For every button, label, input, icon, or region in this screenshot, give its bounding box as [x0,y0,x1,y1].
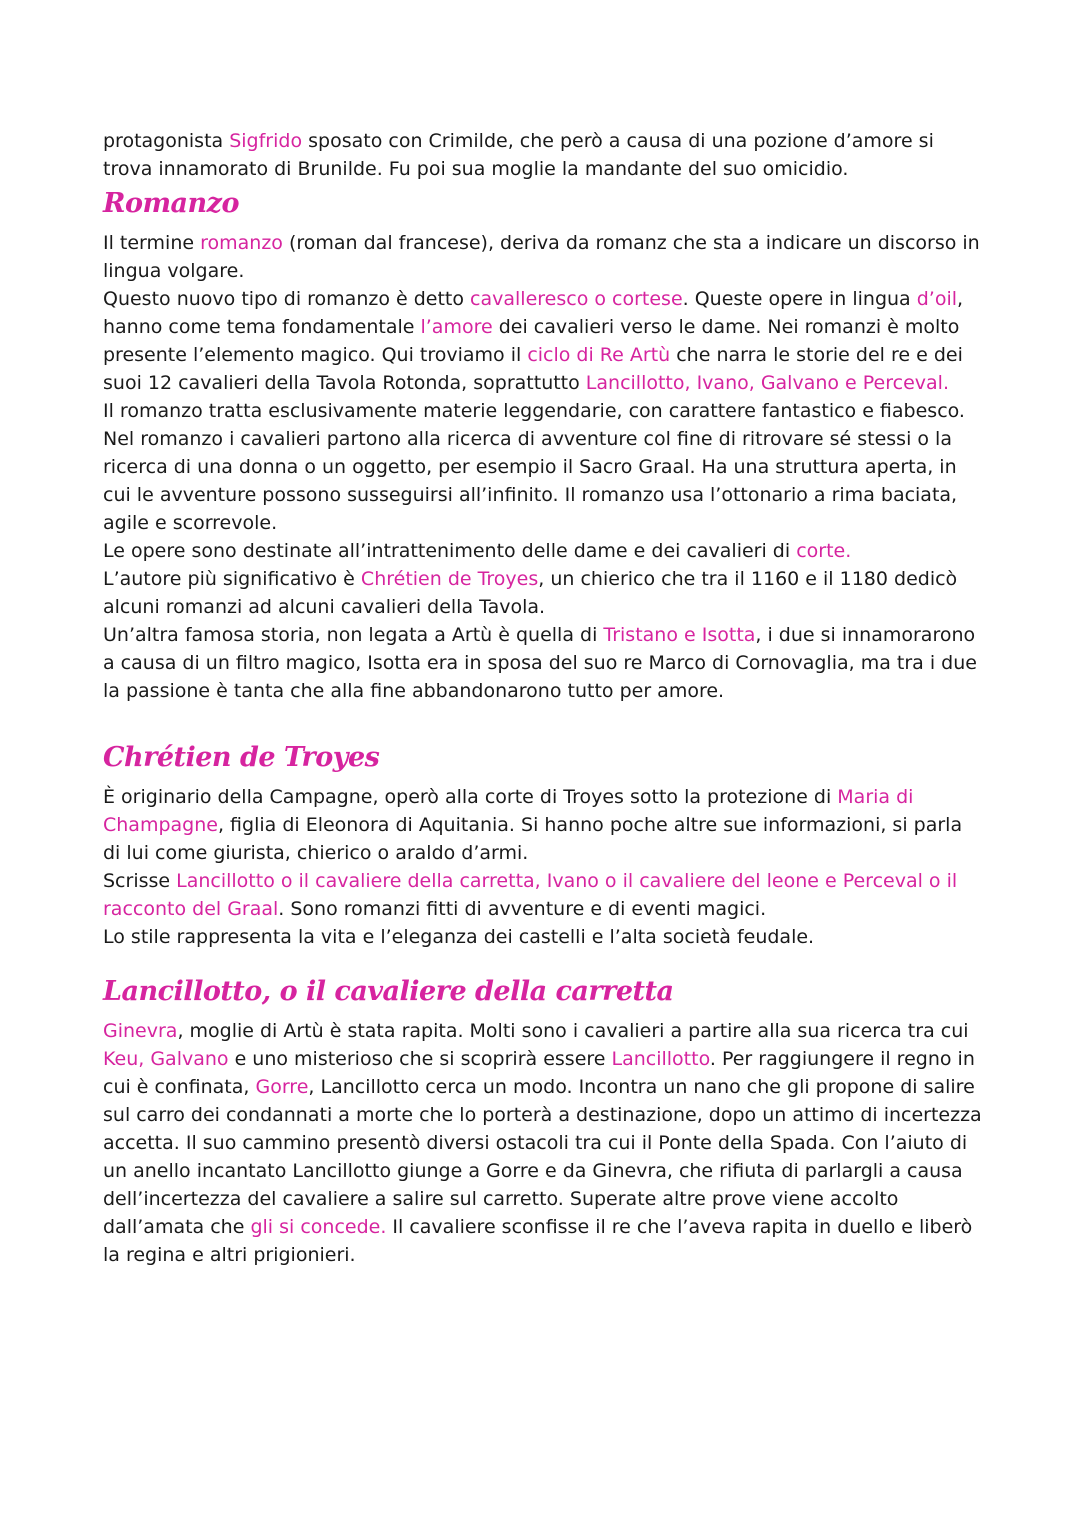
romanzo-paragraph-4: Le opere sono destinate all’intrattenimento delle dame e dei cavalieri di corte. [103,540,852,562]
romanzo-paragraph-3: Il romanzo tratta esclusivamente materie leggendarie, con carattere fantastico e fiabesco. Nel romanzo i cavalieri partono alla ricerca di avventure col fine di ritrovare sé stessi o la ricerca di una donna o un oggetto, per esempio il Sacro Graal. Ha una struttura aperta, in cui le avventure possono susseguirsi all’infinito. Il romanzo usa l’ottonario a rima baciata, agile e scorrevole. [103,400,965,534]
romanzo-paragraph-2: Questo nuovo tipo di romanzo è detto cavalleresco o cortese. Queste opere in lingua d’oil, hanno come tema fondamentale l’amore dei cavalieri verso le dame. Nei romanzi è molto presente l’elemento magico. Qui troviamo il ciclo di Re Artù che narra le storie del re e dei suoi 12 cavalieri della Tavola Rotonda, soprattutto Lancillotto, Ivano, Galvano e Perceval. [103,288,964,394]
text-span: protagonista [103,130,230,152]
highlight-cavalieri: Lancillotto, Ivano, Galvano e Perceval. [585,372,949,394]
highlight-opere: Lancillotto o il cavaliere della carretta, Ivano o il cavaliere del leone e Perceval o il racconto del Graal [103,870,958,920]
romanzo-paragraph-5: L’autore più significativo è Chrétien de Troyes, un chierico che tra il 1160 e il 1180 dedicò alcuni romanzi ad alcuni cavalieri della Tavola. [103,568,958,618]
highlight-tristano-isotta: Tristano e Isotta [603,624,756,646]
highlight-chretien: Chrétien de Troyes [360,568,539,590]
highlight-concede: gli si concede. [250,1216,387,1238]
highlight-keu-galvano: Keu, Galvano [103,1048,229,1070]
highlight-ginevra: Ginevra [103,1020,178,1042]
highlight-maria-champagne: Maria di Champagne [103,786,914,836]
highlight-corte: corte. [796,540,852,562]
text-span: sposato con Crimilde, che però a causa di una pozione d’amore si trova innamorato di Brunilde. Fu poi sua moglie la mandante del suo omicidio. [103,130,934,180]
romanzo-paragraph-1: Il termine romanzo (roman dal francese), deriva da romanz che sta a indicare un discorso in lingua volgare. [103,232,980,282]
highlight-cavalleresco: cavalleresco o cortese [470,288,683,310]
highlight-sigfrido: Sigfrido [229,130,303,152]
romanzo-paragraph-6: Un’altra famosa storia, non legata a Artù è quella di Tristano e Isotta, i due si innamorarono a causa di un filtro magico, Isotta era in sposa del suo re Marco di Cornovaglia, ma tra i due la passione è tanta che alla fine abbandonarono tutto per amore. [103,624,977,702]
section-heading-chretien: Chrétien de Troyes [103,742,380,773]
document-page [103,127,983,1269]
highlight-ciclo-re-artu: ciclo di Re Artù [527,344,671,366]
section-heading-romanzo: Romanzo [103,188,239,219]
chretien-paragraph-2: Scrisse Lancillotto o il cavaliere della carretta, Ivano o il cavaliere del leone e Perceval o il racconto del Graal. Sono romanzi fitti di avventure e di eventi magici. [103,870,958,920]
highlight-romanzo: romanzo [200,232,283,254]
intro-paragraph [103,127,983,183]
highlight-amore: l’amore [420,316,493,338]
section-heading-lancillotto: Lancillotto, o il cavaliere della carretta [103,976,674,1007]
highlight-doil: d’oil [916,288,958,310]
chretien-paragraph-1: È originario della Campagne, operò alla corte di Troyes sotto la protezione di Maria di Champagne, figlia di Eleonora di Aquitania. Si hanno poche altre sue informazioni, si parla di lui come giurista, chierico o araldo d’armi. [103,786,963,864]
chretien-paragraph-3: Lo stile rappresenta la vita e l’eleganza dei castelli e l’alta società feudale. [103,926,815,948]
highlight-gorre: Gorre [255,1076,309,1098]
highlight-lancillotto: Lancillotto [611,1048,710,1070]
lancillotto-paragraph-1: Ginevra, moglie di Artù è stata rapita. Molti sono i cavalieri a partire alla sua ricerca tra cui Keu, Galvano e uno misterioso che si scoprirà essere Lancillotto. Per raggiungere il regno in cui è confinata, Gorre, Lancillotto cerca un modo. Incontra un nano che gli propone di salire sul carro dei condannati a morte che lo porterà a destinazione, dopo un attimo di incertezza accetta. Il suo cammino presentò diversi ostacoli tra cui il Ponte della Spada. Con l’aiuto di un anello incantato Lancillotto giunge a Gorre e da Ginevra, che rifiuta di parlargli a causa dell’incertezza del cavaliere a salire sul carretto. Superate altre prove viene accolto dall’amata che gli si concede. Il cavaliere sconfisse il re che l’aveva rapita in duello e liberò la regina e altri prigionieri. [103,1020,982,1266]
